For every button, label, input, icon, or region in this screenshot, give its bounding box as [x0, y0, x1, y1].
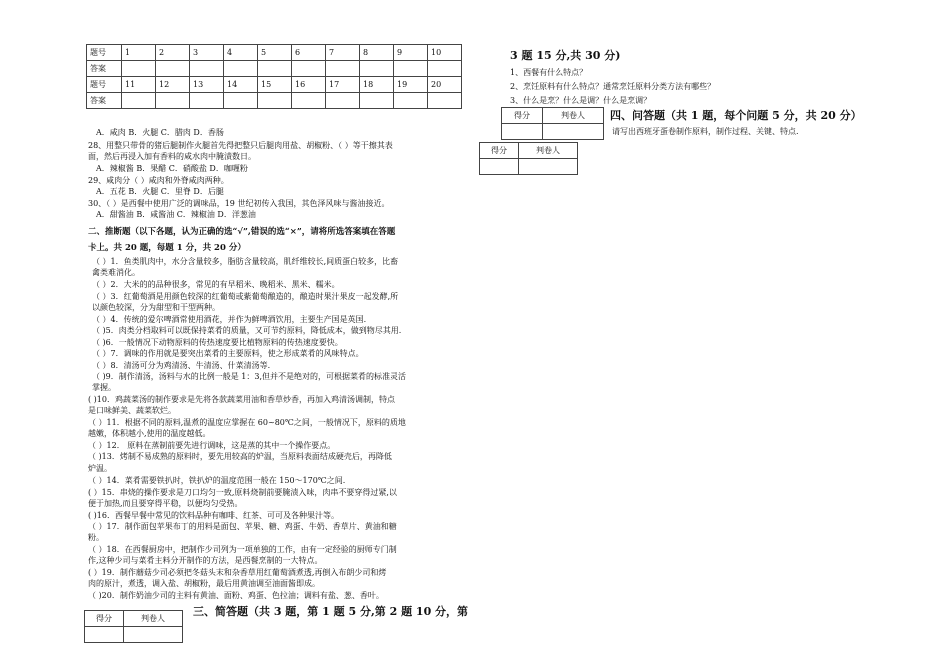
- question-number-cell: 12: [156, 77, 190, 93]
- answer-cell: [224, 93, 258, 109]
- tf-item: （ ）3．红葡萄酒是用颜色较深的红葡萄或紫葡萄酿造的，酿造时果汁果皮一起发酵,所: [92, 292, 399, 301]
- answer-cell: [394, 61, 428, 77]
- answer-cell: [122, 61, 156, 77]
- tf-item: （ ）12． 原料在蒸制前要先进行调味，这是蒸的其中一个操作要点。: [88, 441, 336, 450]
- tf-item: （ )6．一般情况下动物原料的传热速度要比植物原料的传热速度要快。: [92, 338, 343, 347]
- question-number-cell: 10: [428, 45, 462, 61]
- mc-question: 28、用整只带骨的猪后腿制作火腿首先得把整只后腿肉用盐、胡椒粉、（ ）等干擦其表: [88, 141, 393, 150]
- grader-cell: [543, 124, 604, 140]
- score-box: [501, 107, 604, 140]
- grader-cell: [124, 627, 183, 643]
- answer-cell: [224, 61, 258, 77]
- score-label: 得分: [502, 108, 543, 124]
- answer-cell: [292, 93, 326, 109]
- question-number-cell: 3: [190, 45, 224, 61]
- tf-item: （ ）8．清汤可分为鸡清汤、牛清汤、什菜清汤等.: [92, 361, 271, 370]
- grader-label: 判卷人: [543, 108, 604, 124]
- table-row: [87, 93, 462, 109]
- tf-item: ( ）15．串烧的操作要求是刀口均匀一致,原料烧制前要腌渍入味，肉串不要穿得过紧,以: [88, 488, 397, 497]
- question-number-cell: 13: [190, 77, 224, 93]
- row-label: 题号: [87, 77, 122, 93]
- tf-item: 禽类难消化。: [92, 268, 140, 277]
- tf-item: 肉的原汁，煮透，调入盐、胡椒粉，最后用黄油调至油面酱即成。: [88, 579, 320, 588]
- answer-cell: [428, 93, 462, 109]
- question-number-cell: 1: [122, 45, 156, 61]
- mc-options: A．咸肉 B．火腿 C．腊肉 D．香肠: [96, 128, 224, 137]
- question: 1、西餐有什么特点？: [510, 68, 588, 77]
- tf-item: （ ）7．调味的作用就是要突出菜肴的主要原料，使之形成菜肴的风味特点。: [92, 349, 364, 358]
- question-number-cell: 8: [360, 45, 394, 61]
- answer-cell: [428, 61, 462, 77]
- mc-options: A．辣椒酱 B．果醋 C．硝酸盐 D．咖喱粉: [96, 164, 248, 173]
- question-number-cell: 19: [394, 77, 428, 93]
- tf-item: 炉温。: [88, 464, 112, 473]
- tf-item: 越嫩，体积越小,使用的温度越低。: [88, 429, 211, 438]
- row-label: 题号: [87, 45, 122, 61]
- answer-cell: [156, 61, 190, 77]
- score-label: 得分: [85, 611, 124, 627]
- question-number-cell: 18: [360, 77, 394, 93]
- tf-item: 是口味鲜美、蔬菜软烂。: [88, 406, 176, 415]
- question: 2、烹饪原料有什么特点？通常烹饪原料分类方法有哪些？: [510, 82, 716, 91]
- question-number-cell: 9: [394, 45, 428, 61]
- answer-cell: [360, 93, 394, 109]
- tf-item: ( ）19．制作蘑菇少司必须把冬菇头末和杂香草用红葡萄酒煮透,再倒入布朗少司和烤: [88, 568, 387, 577]
- grader-cell: [519, 159, 578, 175]
- section-title-cont: 3 题 15 分,共 30 分): [510, 49, 621, 62]
- mc-question: 29、咸肉分（ ）咸肉和外脊咸肉两种。: [88, 176, 229, 185]
- tf-item: （ ）18．在西餐厨房中，把制作少司列为一项单独的工作，由有一定经验的厨师专门制: [88, 545, 397, 554]
- answer-cell: [326, 61, 360, 77]
- question-number-cell: 17: [326, 77, 360, 93]
- answer-cell: [190, 61, 224, 77]
- question-number-cell: 15: [258, 77, 292, 93]
- question-number-cell: 14: [224, 77, 258, 93]
- section-title-cont: 卡上。共 20 题，每题 1 分，共 20 分）: [88, 243, 246, 253]
- question: 请写出西班牙蛋卷制作原料，制作过程、关键、特点.: [612, 127, 799, 136]
- question: 3、什么是烹？什么是调？什么是烹调？: [510, 96, 652, 105]
- question-number-cell: 6: [292, 45, 326, 61]
- grader-label: 判卷人: [519, 143, 578, 159]
- tf-item: （ )13．烤制不易成熟的原料时，要先用较高的炉温，当原料表面结成硬壳后，再降低: [88, 452, 392, 461]
- score-box: [479, 142, 578, 175]
- question-number-cell: 20: [428, 77, 462, 93]
- mc-question: 30、（ ）是西餐中使用广泛的调味品，19 世纪初传入我国，其色泽风味与酱油接近。: [88, 199, 390, 208]
- mc-options: A．五花 B．火腿 C．里脊 D．后腿: [96, 187, 224, 196]
- answer-cell: [122, 93, 156, 109]
- answer-table: [86, 44, 462, 109]
- tf-item: 作,这种少司与菜肴主料分开制作的方法，是西餐烹制的一大特点。: [88, 556, 323, 565]
- question-number-cell: 11: [122, 77, 156, 93]
- row-label: 答案: [87, 61, 122, 77]
- tf-item: （ ）11．根据不同的原料,温煮的温度应掌握在 60~80℃之间，一般情况下，原料的质地: [88, 418, 406, 427]
- answer-cell: [190, 93, 224, 109]
- answer-cell: [394, 93, 428, 109]
- score-label: 得分: [480, 143, 519, 159]
- table-row: [87, 77, 462, 93]
- section-title: 三、简答题（共 3 题，第 1 题 5 分,第 2 题 10 分，第: [193, 605, 469, 618]
- question-number-cell: 4: [224, 45, 258, 61]
- tf-item: （ ）17．制作面包苹果布丁的用料是面包、苹果、糖、鸡蛋、牛奶、香草片、黄油和糖: [88, 522, 397, 531]
- answer-cell: [326, 93, 360, 109]
- mc-question-cont: 面，然后再浸入加有香料的咸水肉中腌渍数日。: [88, 152, 256, 161]
- table-row: [87, 61, 462, 77]
- section-title: 四、问答题（共 1 题，每个问题 5 分，共 20 分）: [610, 109, 862, 122]
- answer-cell: [292, 61, 326, 77]
- section-title: 二、推断题（以下各题，认为正确的选“√”,错误的选“×”，请将所选答案填在答题: [88, 227, 396, 237]
- answer-cell: [360, 61, 394, 77]
- score-cell: [502, 124, 543, 140]
- tf-item: ( )10．鸡蔬菜汤的制作要求是先将各款蔬菜用油和香草炒香，再加入鸡清汤调制，特点: [88, 395, 395, 404]
- table-row: [87, 45, 462, 61]
- tf-item: （ ）4．传统的爱尔啤酒常使用酒花，并作为鲜啤酒饮用，主要生产国是英国.: [92, 315, 367, 324]
- tf-item: 便于加热,而且要穿得平稳，以便均匀受热。: [88, 499, 243, 508]
- mc-options: A．甜酱油 B．咸酱油 C．辣椒油 D．洋葱油: [96, 210, 256, 219]
- tf-item: （ ）2．大米的的品种很多，常见的有早稻米、晚稻米、黑米、糯米。: [92, 280, 340, 289]
- tf-item: （ ）1．鱼类肌肉中，水分含量较多，脂肪含量较高，肌纤维较长,间质蛋白较多，比畜: [92, 257, 399, 266]
- tf-item: 以颜色较深，分为甜型和干型两种。: [92, 303, 220, 312]
- tf-item: （ )5．肉类分档取料可以既保持菜肴的质量，又可节约原料，降低成本，做到物尽其用.: [92, 326, 402, 335]
- row-label: 答案: [87, 93, 122, 109]
- score-cell: [85, 627, 124, 643]
- question-number-cell: 2: [156, 45, 190, 61]
- answer-cell: [258, 93, 292, 109]
- score-cell: [480, 159, 519, 175]
- tf-item: （ ）14．菜肴需要铁扒时，铁扒炉的温度范围一般在 150～170℃之间.: [88, 476, 346, 485]
- question-number-cell: 5: [258, 45, 292, 61]
- answer-cell: [258, 61, 292, 77]
- tf-item: ( )16．西餐早餐中常见的饮料品种有咖啡、红茶、可可及各种果汁等。: [88, 511, 339, 520]
- answer-cell: [156, 93, 190, 109]
- score-box: [84, 610, 183, 643]
- question-number-cell: 16: [292, 77, 326, 93]
- tf-item: （ )20．制作奶油少司的主料有黄油、面粉、鸡蛋、色拉油；调料有盐、葱、香叶。: [88, 591, 384, 600]
- grader-label: 判卷人: [124, 611, 183, 627]
- tf-item: 粉。: [88, 533, 104, 542]
- tf-item: （ )9．制作清汤，汤料与水的比例一般是 1：3,但并不是绝对的，可根据菜肴的标准灵活: [92, 372, 407, 381]
- question-number-cell: 7: [326, 45, 360, 61]
- tf-item: 掌握。: [92, 383, 116, 392]
